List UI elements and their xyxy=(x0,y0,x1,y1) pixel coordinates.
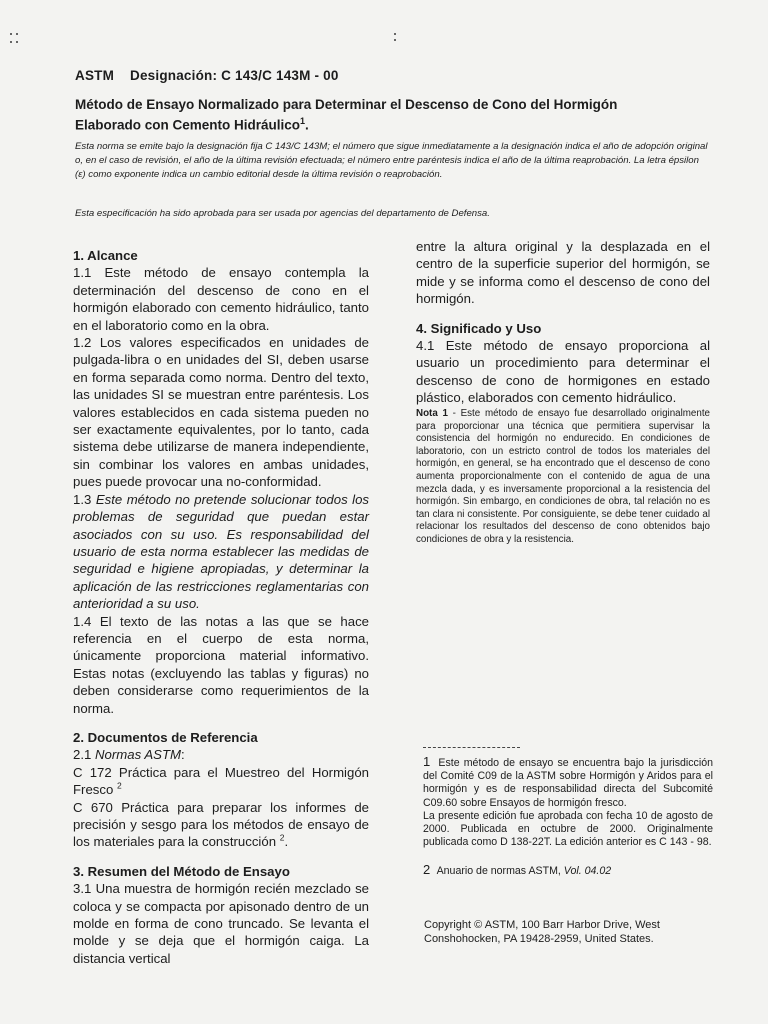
scan-mark xyxy=(10,41,12,43)
paragraph-1-3-number: 1.3 xyxy=(73,491,92,507)
note-1-text: - Este método de ensayo fue desarrollado originalmente para proporcionar una técnica que permitiera supervisar la consistencia del hormigón no endurecido. En condiciones de laboratorio, con un estricto control de todos los materiales del hormigón, en general, se ha encontrado que el descenso de cono aumenta proporcionalmente con el contenido de agua de una mezcla dada, y es inversamente proporcional a la resistencia del hormigón. Sin embargo, en condiciones de obra, tal relación no es tan clara ni consistente. Por consiguiente, se debe tener cuidado al relacionar los resultados del descenso de cono obtenidos bajo condiciones de obra y la resistencia. xyxy=(416,408,710,545)
title-text: Método de Ensayo Normalizado para Determinar el Descenso de Cono del Hormigón Elaborado con Cemento Hidráulico xyxy=(75,97,618,133)
section-2-heading: 2. Documentos de Referencia xyxy=(73,729,258,745)
document-title: Método de Ensayo Normalizado para Determinar el Descenso de Cono del Hormigón Elaborado con Cemento Hidráulico$^1$. xyxy=(75,97,618,133)
paragraph-2-1: 2.1 Normas ASTM: xyxy=(73,747,185,763)
paragraph-3-1: 3.1 Una muestra de hormigón recién mezclado se coloca y se compacta por apisonado dentro de un molde en forma de cono truncado. Se levanta el molde y se deja que el hormigón caiga. La distancia vertical xyxy=(73,881,369,966)
title-footnote-mark: 1 xyxy=(300,116,306,126)
reference-c670-mark: 2 xyxy=(279,833,285,844)
footnote-1-mark: 1 xyxy=(423,754,431,769)
defense-approval-note: Esta especificación ha sido aprobada para ser usada por agencias del departamento de Defensa. xyxy=(75,208,490,219)
paragraph-1-2: 1.2 Los valores especificados en unidades de pulgada-libra o en unidades del SI, deben usarse en forma separada como norma. Dentro del texto, las unidades SI se muestran entre paréntesis. Los valores establecidos en cada sistema pueden no ser exactamente equivalentes, por lo tanto, cada sistema debe utilizarse de manera independiente, sin combinar los valores en ambas unidades, pues puede provocar una no-conformidad. xyxy=(73,335,369,490)
footnote-separator xyxy=(423,747,520,748)
paragraph-1-4: 1.4 El texto de las notas a las que se hace referencia en el cuerpo de esta norma, únicamente proporciona material informativo. Estas notas (excluyendo las tablas y figuras) no deben considerarse como requerimientos de la norma. xyxy=(73,613,369,716)
footnote-2-mark: 2 xyxy=(423,862,431,878)
reference-c172-mark: 2 xyxy=(116,780,122,791)
left-column xyxy=(73,247,369,967)
scan-mark xyxy=(16,41,18,43)
right-column xyxy=(416,238,710,407)
scan-mark xyxy=(394,33,396,35)
footnote-2 xyxy=(423,863,713,878)
paragraph-1-3 xyxy=(73,491,369,613)
footnote-1-text: Este método de ensayo se encuentra bajo la jurisdicción del Comité C09 de la ASTM sobre Hormigón y Aridos para el hormigón y es de responsabilidad directa del Subcomité C09.60 sobre Ensayos de hormigón fresco. xyxy=(423,757,713,809)
paragraph-1-3-text: Este método no pretende solucionar todos los problemas de seguridad que puedan estar asociados con su uso. Es responsabilidad del usuario de esta norma establecer las medidas de seguridad e higiene apropiadas, y determinar la aplicación de las restricciones reglamentarias con anterioridad a su uso. xyxy=(73,491,369,612)
section-1-heading: 1. Alcance xyxy=(73,248,138,263)
paragraph-3-1-continued: entre la altura original y la desplazada en el centro de la superficie superior del hormigón, se mide y se informa como el descenso de cono del hormigón. xyxy=(416,239,710,307)
document-designation xyxy=(75,68,339,83)
scan-mark xyxy=(394,39,396,41)
preface-note: Esta norma se emite bajo la designación fija C 143/C 143M; el número que sigue inmediatamente a la designación indica el año de adopción original o, en el caso de revisión, el año de la última revisión efectuada; el número entre paréntesis indica el año de la última reaprobación. La letra épsilon (ε) como exponente indica un cambio editorial desde la última revisión o reaprobación. xyxy=(75,141,708,180)
note-1-label: Nota 1 xyxy=(416,408,448,419)
footnote-1 xyxy=(423,755,713,810)
scan-mark xyxy=(16,33,18,35)
reference-c172-text: C 172 Práctica para el Muestreo del Hormigón Fresco xyxy=(73,764,369,798)
organization-name: ASTM xyxy=(75,68,115,83)
paragraph-1-1: 1.1 Este método de ensayo contempla la determinación del descenso de cono en el hormigón elaborado con cemento hidráulico, tanto en el laboratorio como en la obra. xyxy=(73,265,369,333)
section-3-heading: 3. Resumen del Método de Ensayo xyxy=(73,863,290,879)
paragraph-2-1-number: 2.1 xyxy=(73,747,92,763)
reference-c670: C 670 Práctica para preparar los informes de precisión y sesgo para los métodos de ensayo de los materiales para la construcción $^2$. xyxy=(73,799,369,850)
footnote-2-text: Anuario de normas ASTM, xyxy=(436,865,561,878)
copyright-notice: Copyright © ASTM, 100 Barr Harbor Drive, West Conshohocken, PA 19428-2959, United States. xyxy=(424,919,660,945)
note-1 xyxy=(416,408,710,547)
designation-code: Designación: C 143/C 143M - 00 xyxy=(130,68,339,83)
paragraph-4-1: 4.1 Este método de ensayo proporciona al usuario un procedimiento para determinar el descenso de cono de hormigones en estado plástico, elaborados con cemento hidráulico. xyxy=(416,338,710,406)
footnotes xyxy=(423,755,713,879)
section-4-heading: 4. Significado y Uso xyxy=(416,320,542,336)
astm-standards-label: Normas ASTM xyxy=(95,747,181,763)
footnote-1-edition: La presente edición fue aprobada con fecha 10 de agosto de 2000. Publicada en octubre de 2000. Originalmente publicada como D 138-22T. La edición anterior es C 143 - 98. xyxy=(423,809,713,849)
footnote-2-volume: Vol. 04.02 xyxy=(563,865,612,878)
reference-c172 xyxy=(73,764,369,799)
scan-mark xyxy=(10,33,12,35)
reference-c670-text: C 670 Práctica para preparar los informes de precisión y sesgo para los métodos de ensayo de los materiales para la construcción xyxy=(73,799,369,850)
